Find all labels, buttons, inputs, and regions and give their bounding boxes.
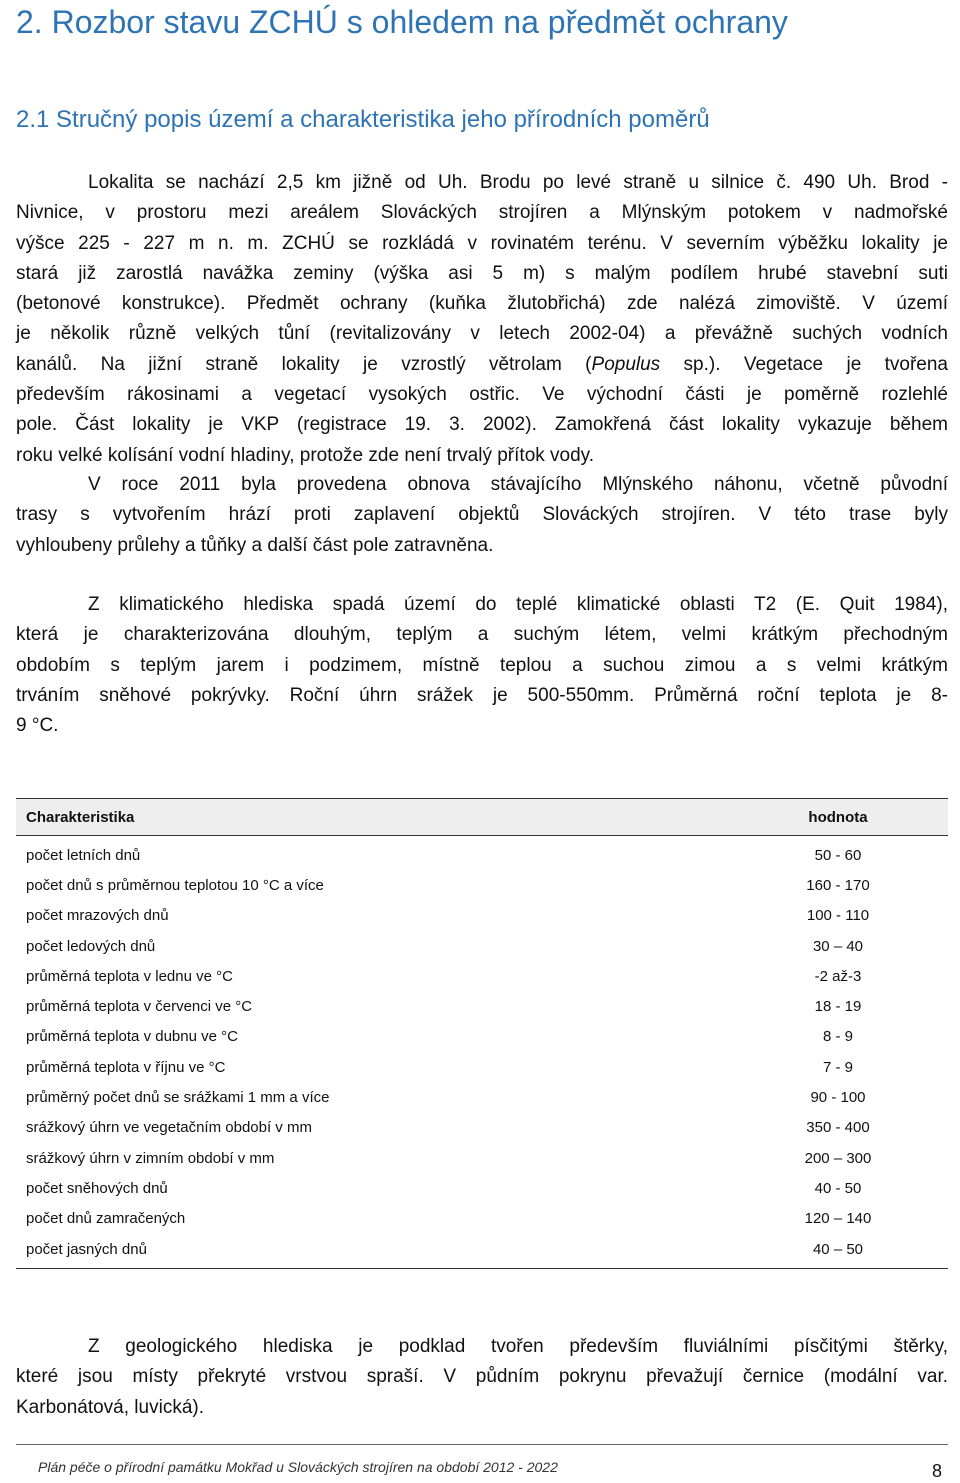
table-cell-value: 160 - 170 (806, 876, 870, 894)
table-cell-characteristic: průměrná teplota v červenci ve °C (26, 998, 253, 1016)
table-row (16, 1082, 948, 1112)
text-line: vyhloubeny průlehy a tůňky a další část pole zatravněna. (16, 534, 494, 556)
table-row (16, 836, 948, 871)
table-cell-value: 18 - 19 (814, 998, 862, 1016)
paragraph-location (16, 168, 948, 471)
text-line: Z geologického hlediska je podklad tvořen především fluviálními písčitými štěrky, (88, 1336, 948, 1357)
table-cell-value: 8 - 9 (822, 1028, 853, 1046)
text-line: Karbonátová, luvická). (16, 1396, 204, 1418)
table-cell-characteristic: průměrná teplota v dubnu ve °C (26, 1028, 238, 1046)
table-cell-value: 40 – 50 (728, 1234, 948, 1269)
text-line: především rákosinami a vegetací vysokých ostřic. Ve východní části je poměrně rozlehlé (16, 384, 948, 406)
subsection-heading: 2.1 Stručný popis území a charakteristika jeho přírodních poměrů (16, 106, 710, 133)
table-row (16, 961, 948, 991)
table-cell-value: 40 - 50 (814, 1179, 862, 1197)
text-line: V roce 2011 byla provedena obnova stávajícího Mlýnského náhonu, včetně původní (88, 474, 948, 495)
page-footer (16, 1444, 948, 1483)
page-number: 8 (931, 1461, 942, 1481)
text-segment: kanálů. Na jižní straně lokality je vzrostlý větrolam ( (16, 353, 592, 375)
text-line: která je charakterizována dlouhým, teplým a suchým létem, velmi krátkým přechodným (16, 624, 948, 646)
table-cell-characteristic: průměrný počet dnů se srážkami 1 mm a více (26, 1089, 330, 1107)
table-cell-value: 50 - 60 (814, 846, 862, 864)
text-line: trváním sněhové pokrývky. Roční úhrn srážek je 500-550mm. Průměrná roční teplota je 8- (16, 684, 948, 706)
text-line (16, 350, 948, 380)
column-header-value: hodnota (728, 799, 948, 836)
table-row (16, 1052, 948, 1082)
text-line: stará již zarostlá navážka zeminy (výška asi 5 m) s malým podílem hrubé stavební suti (16, 262, 948, 284)
text-line: Lokalita se nachází 2,5 km jižně od Uh. Brodu po levé straně u silnice č. 490 Uh. Brod - (88, 172, 948, 193)
table-row (16, 1173, 948, 1203)
table-row (16, 901, 948, 931)
paragraph-geology (16, 1332, 948, 1423)
table-row (16, 1234, 948, 1269)
paragraph-restoration (16, 470, 948, 561)
text-line: Z klimatického hlediska spadá území do teplé klimatické oblasti T2 (E. Quit 1984), (88, 594, 948, 615)
table-cell-characteristic: počet mrazových dnů (26, 907, 169, 925)
text-line: 9 °C. (16, 715, 59, 737)
table-cell-characteristic: počet jasných dnů (16, 1234, 728, 1269)
text-line: je několik různě velkých tůní (revitalizovány v letech 2002-04) a převážně suchých vodních (16, 323, 948, 345)
text-line: které jsou místy překryté vrstvou spraší. V půdním pokrynu převažují černice (modální var. (16, 1366, 948, 1388)
table-row (16, 1204, 948, 1234)
table-cell-characteristic: srážkový úhrn ve vegetačním období v mm (26, 1119, 312, 1137)
table-row (16, 991, 948, 1021)
table-cell-characteristic: počet letních dnů (26, 846, 141, 864)
table-cell-characteristic: počet dnů s průměrnou teplotou 10 °C a více (26, 876, 324, 894)
table-cell-value: 100 - 110 (806, 907, 870, 925)
table-row (16, 931, 948, 961)
table-cell-value: 30 – 40 (812, 937, 864, 955)
text-line: roku velké kolísání vodní hladiny, protože zde není trvalý přítok vody. (16, 444, 595, 466)
table-cell-value: 7 - 9 (822, 1058, 853, 1076)
text-line: (betonové konstrukce). Předmět ochrany (kuňka žlutobřichá) zde nalézá zimoviště. V území (16, 293, 948, 315)
table-row (16, 1143, 948, 1173)
table-cell-characteristic: počet ledových dnů (26, 937, 156, 955)
text-line: Nivnice, v prostoru mezi areálem Slováckých strojíren a Mlýnským potokem v nadmořské (16, 202, 948, 224)
table-row (16, 1022, 948, 1052)
table-cell-characteristic: průměrná teplota v říjnu ve °C (26, 1058, 226, 1076)
table-cell-value: 90 - 100 (810, 1089, 866, 1107)
column-header-characteristic: Charakteristika (16, 799, 728, 836)
italic-species-name: Populus (591, 353, 661, 375)
text-line: pole. Část lokality je VKP (registrace 19. 3. 2002). Zamokřená část lokality vykazuje během (16, 414, 948, 436)
table-cell-characteristic: počet sněhových dnů (26, 1179, 168, 1197)
section-heading: 2. Rozbor stavu ZCHÚ s ohledem na předmět ochrany (16, 4, 788, 40)
table-row (16, 870, 948, 900)
table-cell-characteristic: průměrná teplota v lednu ve °C (26, 967, 233, 985)
table-cell-characteristic: počet dnů zamračených (26, 1210, 186, 1228)
climate-table (16, 798, 948, 1269)
table-header-row (16, 799, 948, 836)
table-cell-value: 350 - 400 (806, 1119, 870, 1137)
table-cell-value: 120 – 140 (804, 1210, 872, 1228)
table-cell-value: 200 – 300 (804, 1149, 872, 1167)
text-segment: sp.). Vegetace je tvořena (660, 353, 948, 375)
text-line: trasy s vytvořením hrází proti zaplavení objektů Slováckých strojíren. V této trase byly (16, 504, 948, 526)
footer-text: Plán péče o přírodní památku Mokřad u Slováckých strojíren na období 2012 - 2022 (38, 1459, 558, 1475)
table-cell-characteristic: srážkový úhrn v zimním období v mm (26, 1149, 275, 1167)
text-line: výšce 225 - 227 m n. m. ZCHÚ se rozkládá v rovinatém terénu. V severním výběžku lokality je (16, 232, 948, 254)
paragraph-climate (16, 590, 948, 741)
table-row (16, 1113, 948, 1143)
table-cell-value: -2 až-3 (814, 967, 862, 985)
text-line: obdobím s teplým jarem i podzimem, místně teplou a suchou zimou a s velmi krátkým (16, 654, 948, 676)
